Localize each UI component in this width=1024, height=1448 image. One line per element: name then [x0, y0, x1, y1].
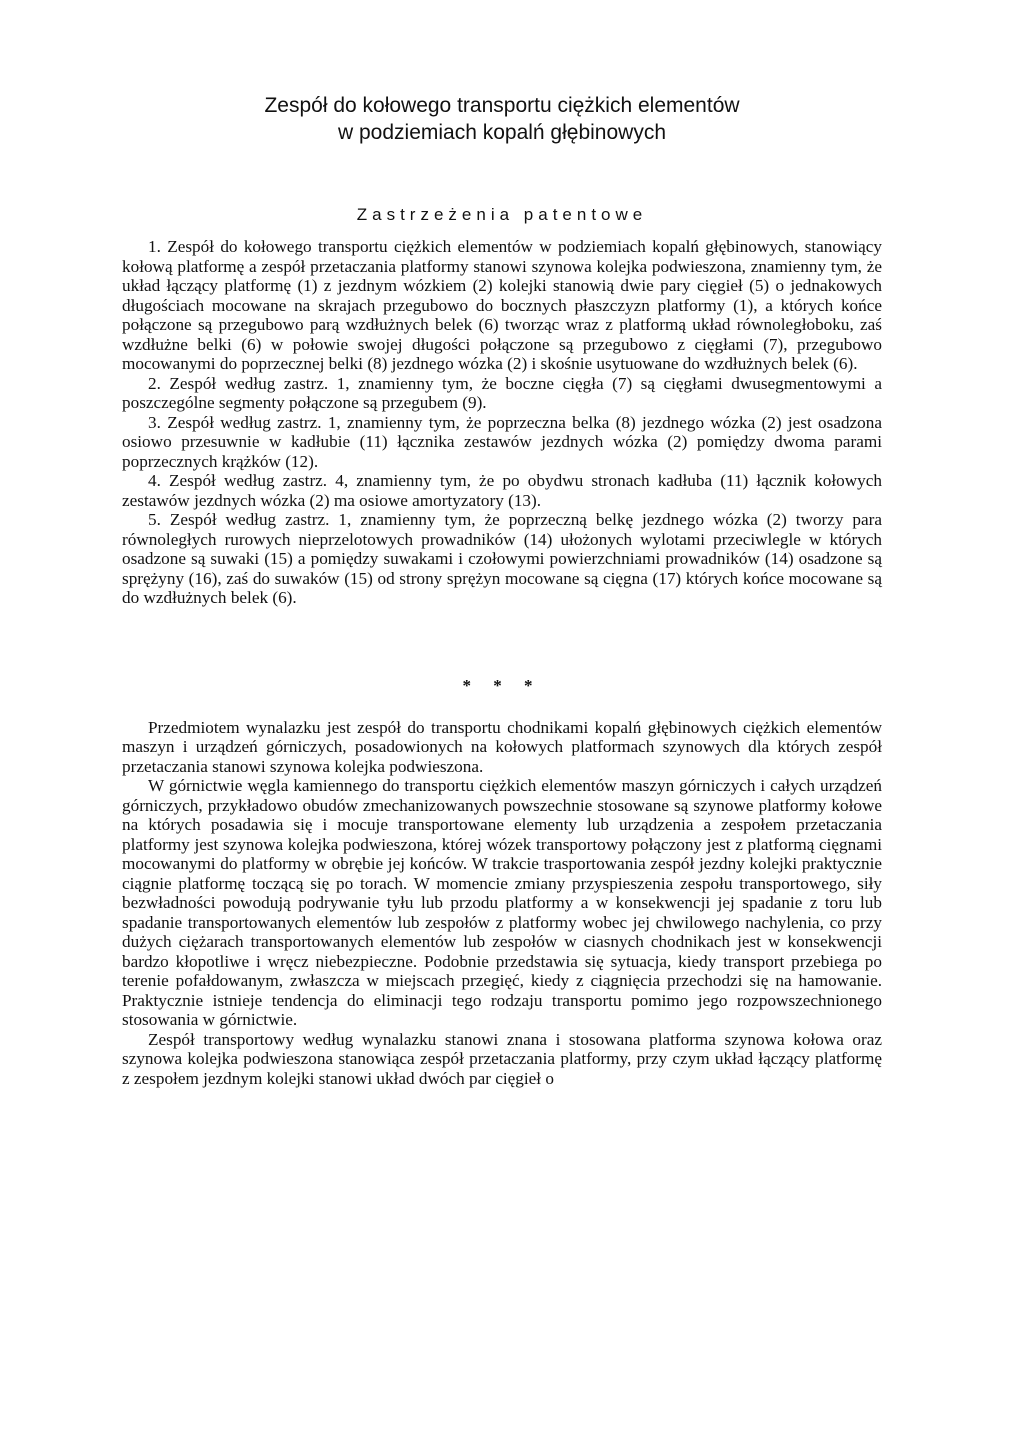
document-title: [122, 92, 882, 146]
claim-1: 1. Zespół do kołowego transportu ciężkich elementów w podziemiach kopalń głębinowych, stanowiący kołową platformę a zespół przetaczania platformy stanowi szynowa kolejka podwieszona, znamienny tym, że układ łączący platformę (1) z jezdnym wózkiem (2) kolejki stanowią dwie pary cięgieł (5) o jednakowych długościach mocowane na skrajach przegubowo do bocznych płaszczyzn platformy (1), a których końce połączone są przegubowo parą wzdłużnych belek (6) tworząc wraz z platformą układ równoległoboku, zaś wzdłużne belki (6) w połowie swojej długości połączone są przegubowo z cięgłami (7), przegubowo mocowanymi do poprzecznej belki (8) jezdnego wózka (2) i skośnie usytuowane do wzdłużnych belek (6).: [122, 237, 882, 373]
patent-page: [122, 92, 882, 1088]
claims-section: [122, 237, 882, 608]
claim-5: 5. Zespół według zastrz. 1, znamienny tym, że poprzeczną belkę jezdnego wózka (2) tworzy para równoległych rurowych nieprzelotowych prowadników (14) ułożonych wylotami przeciwlegle w których osadzone są suwaki (15) a pomiędzy suwakami i czołowymi powierzchniami prowadników (14) osadzone są sprężyny (16), zaś do suwaków (15) od strony sprężyn mocowane są cięgna (17) których końce mocowane są do wzdłużnych belek (6).: [122, 510, 882, 607]
description-paragraph-3: Zespół transportowy według wynalazku stanowi znana i stosowana platforma szynowa kołowa oraz szynowa kolejka podwieszona stanowiąca zespół przetaczania platformy, przy czym układ łączący platformę z zespołem jezdnym kolejki stanowi układ dwóch par cięgieł o: [122, 1029, 882, 1088]
description-paragraph-1: Przedmiotem wynalazku jest zespół do transportu chodnikami kopalń głębinowych ciężkich elementów maszyn i urządzeń górniczych, posadowionych na kołowych platformach szynowych dla których zespół przetaczania stanowi szynowa kolejka podwieszona.: [122, 717, 882, 776]
claim-4: 4. Zespół według zastrz. 4, znamienny tym, że po obydwu stronach kadłuba (11) łącznik kołowych zestawów jezdnych wózka (2) ma osiowe amortyzatory (13).: [122, 471, 882, 510]
section-separator: * * *: [462, 675, 542, 695]
description-paragraph-2: W górnictwie węgla kamiennego do transportu ciężkich elementów maszyn górniczych i całych urządzeń górniczych, przykładowo obudów zmechanizowanych powszechnie stosowane są szynowe platformy kołowe na których posadawia się i mocuje transportowane elementy lub urządzenia a zespołem przetaczania platformy jest szynowa kolejka podwieszona, której wózek transportowy połączony jest z platformą cięgnami mocowanymi do platformy w obrębie jej końców. W trakcie trasportowania zespół jezdny kolejki praktycznie ciągnie platformę toczącą się po torach. W momencie zmiany przyspieszenia zespołu transportowego, siły bezwładności powodują podrywanie tyłu lub przodu platformy a w konsekwencji jej spadanie z toru lub spadanie transportowanych elementów lub zespołów z platformy wobec jej chwilowego nachylenia, co przy dużych ciężarach transportowanych elementów lub zespołów w ciasnych chodnikach jest w konsekwencji bardzo kłopotliwe i wręcz niebezpieczne. Podobnie przedstawia się sytuacja, kiedy transport przebiega po terenie pofałdowanym, zwłaszcza w miejscach przegięć, kiedy z ciągnięcia przechodzi się na hamowanie. Praktycznie istnieje tendencja do eliminacji tego rodzaju transportu pomimo jego rozpowszechnionego stosowania w górnictwie.: [122, 776, 882, 1029]
description-section: [122, 718, 882, 1089]
claim-3: 3. Zespół według zastrz. 1, znamienny tym, że poprzeczna belka (8) jezdnego wózka (2) jest osadzona osiowo przesuwnie w kadłubie (11) łącznika zestawów jezdnych wózka (2) pomiędzy dwoma parami poprzecznych krążków (12).: [122, 412, 882, 471]
title-line-2: w podziemiach kopalń głębinowych: [337, 121, 667, 144]
title-line-1: Zespół do kołowego transportu ciężkich elementów: [264, 94, 740, 117]
claims-heading: Zastrzeżenia patentowe: [356, 205, 648, 224]
claim-2: 2. Zespół według zastrz. 1, znamienny tym, że boczne cięgła (7) są cięgłami dwusegmentowymi a poszczególne segmenty połączone są przegubem (9).: [122, 373, 882, 412]
